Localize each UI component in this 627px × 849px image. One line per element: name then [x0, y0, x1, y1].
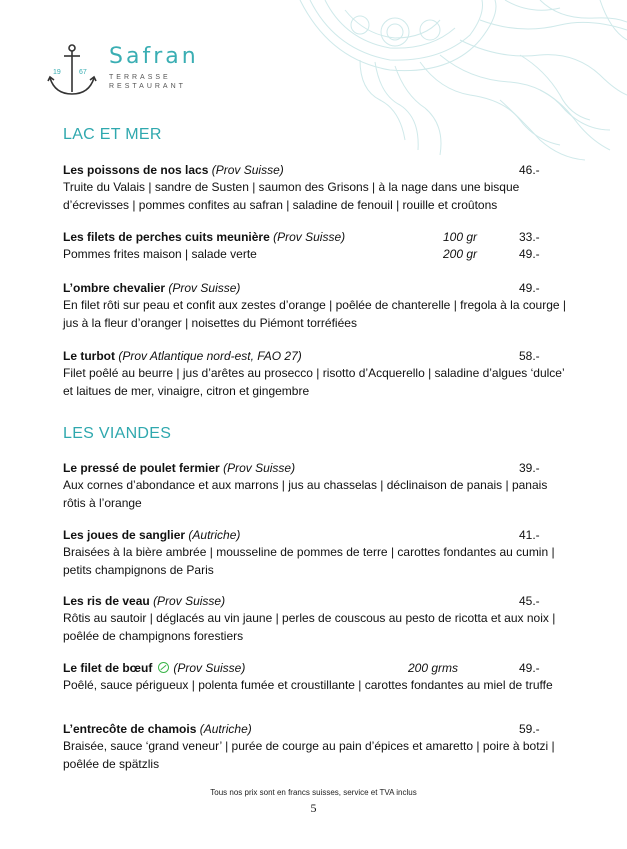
dish-price-2: 49.- — [519, 247, 540, 261]
dish-price: 59.- — [519, 722, 540, 736]
dish-name: Le pressé de poulet fermier — [63, 461, 220, 475]
logo-tagline-restaurant: RESTAURANT — [109, 83, 186, 90]
dish-name: L’entrecôte de chamois — [63, 722, 197, 736]
dish-provenance: (Prov Suisse) — [211, 163, 284, 177]
dish-description: En filet rôti sur peau et confit aux zestes d’orange | poêlée de chanterelle | fregola à la courge | jus à la fleur d’oranger | noisettes du Piémont torréfiées — [63, 298, 566, 330]
dish-name: Les joues de sanglier — [63, 528, 186, 542]
logo-tagline-terrasse: TERRASSE — [109, 74, 171, 81]
dish-provenance: (Prov Suisse) — [273, 230, 346, 244]
dish-entrecote-de-chamois — [63, 721, 573, 773]
page-number: 5 — [310, 801, 317, 815]
section-title-lac-et-mer: LAC ET MER — [63, 126, 162, 143]
brand-name: Safran — [109, 44, 199, 69]
dish-provenance: (Prov Suisse) — [168, 281, 241, 295]
section-title-les-viandes: LES VIANDES — [63, 425, 172, 442]
dish-description: Poêlé, sauce périgueux | polenta fumée et croustillante | carottes fondantes au miel de truffe — [63, 678, 553, 692]
dish-name: Les ris de veau — [63, 594, 150, 608]
dish-quantity-2: 200 gr — [443, 247, 478, 261]
dish-ris-de-veau — [63, 593, 573, 645]
restaurant-logo — [47, 44, 207, 104]
dish-provenance: (Prov Atlantique nord-est, FAO 27) — [118, 349, 302, 363]
dish-price: 49.- — [519, 281, 540, 295]
dish-turbot — [63, 348, 573, 400]
dish-description: Pommes frites maison | salade verte — [63, 247, 257, 261]
dish-provenance: (Prov Suisse) — [223, 461, 296, 475]
dish-name: Les filets de perches cuits meunière — [63, 230, 270, 244]
dish-ombre-chevalier — [63, 280, 573, 332]
dish-presse-de-poulet — [63, 460, 573, 512]
dish-price: 45.- — [519, 594, 540, 608]
dish-quantity: 200 grms — [408, 661, 459, 675]
dish-provenance: (Autriche) — [199, 722, 252, 736]
dish-name: Les poissons de nos lacs — [63, 163, 209, 177]
dish-poissons-des-lacs — [63, 162, 573, 214]
leaf-icon — [158, 662, 169, 673]
price-footnote: Tous nos prix sont en francs suisses, service et TVA inclus — [210, 788, 417, 797]
dish-quantity: 100 gr — [443, 230, 478, 244]
dish-name: Le filet de bœuf — [63, 661, 153, 675]
dish-description: Filet poêlé au beurre | jus d’arêtes au prosecco | risotto d’Acquerello | saladine d’algues ‘dulce’ et laitues de mer, vinaigre, citron et gingembre — [63, 366, 565, 398]
dish-price: 41.- — [519, 528, 540, 542]
dish-filet-de-boeuf — [63, 660, 573, 695]
dish-description: Aux cornes d’abondance et aux marrons | jus au chasselas | déclinaison de panais | panais rôtis à l’orange — [63, 478, 548, 510]
dish-description: Rôtis au sautoir | déglacés au vin jaune | perles de couscous au pesto de ricotta et aux noix | poêlée de champignons forestiers — [63, 611, 556, 643]
dish-name: L’ombre chevalier — [63, 281, 166, 295]
logo-year-left: 19 — [53, 69, 61, 76]
dish-price: 49.- — [519, 661, 540, 675]
dish-price: 46.- — [519, 163, 540, 177]
dish-provenance: (Prov Suisse) — [173, 661, 246, 675]
dish-filets-de-perches — [63, 229, 573, 263]
dish-description: Braisée, sauce ‘grand veneur’ | purée de courge au pain d’épices et amaretto | poire à botzi | poêlée de spätzlis — [63, 739, 555, 771]
dish-joues-de-sanglier — [63, 527, 573, 579]
dish-description: Truite du Valais | sandre de Susten | saumon des Grisons | à la nage dans une bisque d’écrevisses | pommes confites au safran | saladine de fenouil | rouille et croûtons — [63, 180, 520, 212]
dish-price: 58.- — [519, 349, 540, 363]
dish-price: 33.- — [519, 230, 540, 244]
logo-year-right: 67 — [79, 69, 87, 76]
dish-provenance: (Autriche) — [188, 528, 241, 542]
dish-price: 39.- — [519, 461, 540, 475]
dish-provenance: (Prov Suisse) — [153, 594, 226, 608]
dish-description: Braisées à la bière ambrée | mousseline de pommes de terre | carottes fondantes au cumin | petits champignons de Paris — [63, 545, 555, 577]
dish-name: Le turbot — [63, 349, 115, 363]
